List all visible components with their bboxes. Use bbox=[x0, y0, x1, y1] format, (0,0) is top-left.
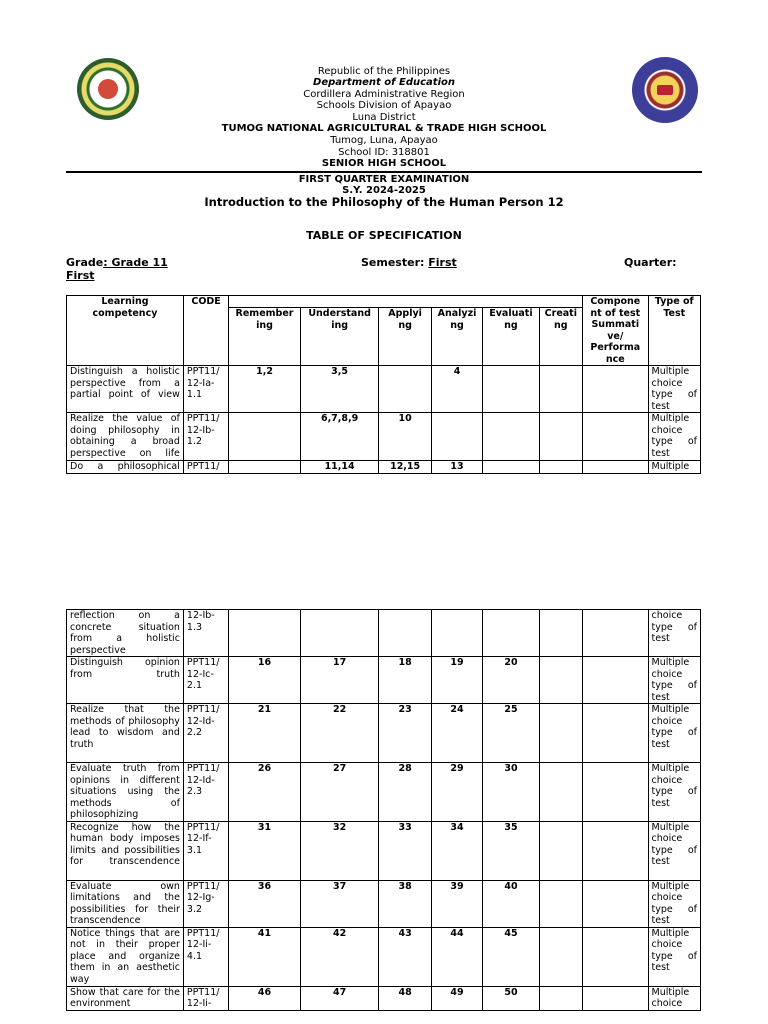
creating-cell bbox=[539, 927, 582, 986]
table-row bbox=[67, 763, 701, 822]
remembering-cell: 1,2 bbox=[229, 366, 301, 413]
understanding-cell: 17 bbox=[300, 657, 379, 704]
understanding-cell: 11,14 bbox=[300, 461, 379, 474]
applying-cell bbox=[379, 366, 431, 413]
remembering-cell: 26 bbox=[229, 763, 301, 822]
test-type-cell: Multiple choice type of test bbox=[648, 763, 700, 822]
table-row bbox=[67, 927, 701, 986]
table-row bbox=[67, 821, 701, 880]
semester-field bbox=[361, 256, 457, 269]
applying-cell: 43 bbox=[379, 927, 431, 986]
understanding-cell: 47 bbox=[300, 986, 379, 1010]
header-competency: Learning competency bbox=[67, 296, 184, 366]
table-row bbox=[67, 657, 701, 704]
test-type-cell: choice type of test bbox=[648, 610, 700, 657]
table-row bbox=[67, 413, 701, 461]
understanding-cell: 3,5 bbox=[300, 366, 379, 413]
header-republic: Republic of the Philippines bbox=[317, 66, 451, 77]
analyzing-cell bbox=[431, 413, 482, 461]
evaluating-cell: 50 bbox=[483, 986, 539, 1010]
evaluating-cell: 45 bbox=[483, 927, 539, 986]
evaluating-cell bbox=[483, 366, 539, 413]
remembering-cell bbox=[229, 413, 301, 461]
evaluating-cell bbox=[483, 461, 539, 474]
understanding-cell: 27 bbox=[300, 763, 379, 822]
code-cell: PPT11/ 12-Ii- bbox=[183, 986, 228, 1010]
analyzing-cell: 29 bbox=[431, 763, 482, 822]
code-cell: PPT11/ 12-Id- 2.3 bbox=[183, 763, 228, 822]
analyzing-cell: 19 bbox=[431, 657, 482, 704]
header-level: SENIOR HIGH SCHOOL bbox=[321, 158, 447, 169]
remembering-cell: 36 bbox=[229, 880, 301, 927]
semester-label: Semester: bbox=[361, 256, 429, 269]
test-type-cell: Multiple choice type of test bbox=[648, 927, 700, 986]
applying-cell: 33 bbox=[379, 821, 431, 880]
header-school-name: TUMOG NATIONAL AGRICULTURAL & TRADE HIGH SCHOOL bbox=[221, 123, 547, 134]
evaluating-cell: 40 bbox=[483, 880, 539, 927]
test-type-cell: Multiple choice bbox=[648, 986, 700, 1010]
grade-label: Grade bbox=[66, 256, 104, 269]
creating-cell bbox=[539, 366, 582, 413]
creating-cell bbox=[539, 986, 582, 1010]
evaluating-cell bbox=[483, 610, 539, 657]
header-department: Department of Education bbox=[313, 77, 455, 88]
table-row bbox=[67, 610, 701, 657]
applying-cell: 12,15 bbox=[379, 461, 431, 474]
code-cell: PPT11/ 12-Ib- 1.2 bbox=[183, 413, 228, 461]
table-row bbox=[67, 366, 701, 413]
creating-cell bbox=[539, 821, 582, 880]
code-cell: PPT11/ 12-Ig- 3.2 bbox=[183, 880, 228, 927]
analyzing-cell: 34 bbox=[431, 821, 482, 880]
header-divider bbox=[66, 171, 702, 173]
code-cell: PPT11/ bbox=[183, 461, 228, 474]
creating-cell bbox=[539, 880, 582, 927]
applying-cell: 23 bbox=[379, 704, 431, 763]
header-school-id: School ID: 318801 bbox=[338, 147, 430, 158]
header-type: Type of Test bbox=[648, 296, 700, 366]
table-row bbox=[67, 986, 701, 1010]
tos-table-page1 bbox=[66, 295, 701, 474]
competency-cell: Distinguish a holistic perspective from a partial point of view bbox=[67, 366, 184, 413]
understanding-cell: 42 bbox=[300, 927, 379, 986]
semester-value: First bbox=[428, 256, 457, 269]
test-type-cell: Multiple bbox=[648, 461, 700, 474]
creating-cell bbox=[539, 704, 582, 763]
header-blank bbox=[229, 296, 583, 308]
grade-field bbox=[66, 256, 168, 269]
understanding-cell bbox=[300, 610, 379, 657]
component-cell bbox=[583, 927, 649, 986]
understanding-cell: 22 bbox=[300, 704, 379, 763]
code-cell: PPT11/ 12-If- 3.1 bbox=[183, 821, 228, 880]
header-creating: Creati ng bbox=[539, 308, 582, 366]
remembering-cell: 31 bbox=[229, 821, 301, 880]
analyzing-cell: 44 bbox=[431, 927, 482, 986]
quarter-value: First bbox=[66, 269, 95, 282]
remembering-cell: 41 bbox=[229, 927, 301, 986]
applying-cell: 18 bbox=[379, 657, 431, 704]
header-code: CODE bbox=[183, 296, 228, 366]
applying-cell: 48 bbox=[379, 986, 431, 1010]
analyzing-cell: 4 bbox=[431, 366, 482, 413]
test-type-cell: Multiple choice type of test bbox=[648, 821, 700, 880]
evaluating-cell: 25 bbox=[483, 704, 539, 763]
understanding-cell: 37 bbox=[300, 880, 379, 927]
test-type-cell: Multiple choice type of test bbox=[648, 704, 700, 763]
analyzing-cell: 13 bbox=[431, 461, 482, 474]
analyzing-cell: 39 bbox=[431, 880, 482, 927]
code-cell: PPT11/ 12-Id- 2.2 bbox=[183, 704, 228, 763]
remembering-cell bbox=[229, 461, 301, 474]
creating-cell bbox=[539, 763, 582, 822]
school-year: S.Y. 2024-2025 bbox=[342, 185, 426, 196]
competency-cell: Notice things that are not in their proper place and organize them in an aesthetic way bbox=[67, 927, 184, 986]
code-cell: PPT11/ 12-Ii- 4.1 bbox=[183, 927, 228, 986]
test-type-cell: Multiple choice type of test bbox=[648, 657, 700, 704]
competency-cell: Evaluate truth from opinions in different situations using the methods of philosophizing bbox=[67, 763, 184, 822]
component-cell bbox=[583, 413, 649, 461]
header-division: Schools Division of Apayao bbox=[316, 100, 452, 111]
grade-value: : Grade 11 bbox=[103, 256, 168, 269]
table-row bbox=[67, 880, 701, 927]
code-cell: PPT11/ 12-Ia- 1.1 bbox=[183, 366, 228, 413]
evaluating-cell: 20 bbox=[483, 657, 539, 704]
component-cell bbox=[583, 657, 649, 704]
header-analyzing: Analyzi ng bbox=[431, 308, 482, 366]
creating-cell bbox=[539, 610, 582, 657]
header-understanding: Understand ing bbox=[300, 308, 379, 366]
test-type-cell: Multiple choice type of test bbox=[648, 413, 700, 461]
remembering-cell: 16 bbox=[229, 657, 301, 704]
evaluating-cell bbox=[483, 413, 539, 461]
component-cell bbox=[583, 610, 649, 657]
code-cell: 12-Ib- 1.3 bbox=[183, 610, 228, 657]
component-cell bbox=[583, 880, 649, 927]
understanding-cell: 32 bbox=[300, 821, 379, 880]
header-remembering: Remember ing bbox=[229, 308, 301, 366]
header-address: Tumog, Luna, Apayao bbox=[330, 135, 438, 146]
test-type-cell: Multiple choice type of test bbox=[648, 366, 700, 413]
evaluating-cell: 35 bbox=[483, 821, 539, 880]
competency-cell: Distinguish opinion from truth bbox=[67, 657, 184, 704]
creating-cell bbox=[539, 413, 582, 461]
remembering-cell: 46 bbox=[229, 986, 301, 1010]
evaluating-cell: 30 bbox=[483, 763, 539, 822]
creating-cell bbox=[539, 657, 582, 704]
tos-title: TABLE OF SPECIFICATION bbox=[306, 229, 462, 242]
analyzing-cell bbox=[431, 610, 482, 657]
creating-cell bbox=[539, 461, 582, 474]
test-type-cell: Multiple choice type of test bbox=[648, 880, 700, 927]
subject-title: Introduction to the Philosophy of the Human Person 12 bbox=[204, 195, 564, 209]
component-cell bbox=[583, 704, 649, 763]
remembering-cell: 21 bbox=[229, 704, 301, 763]
code-cell: PPT11/ 12-Ic- 2.1 bbox=[183, 657, 228, 704]
applying-cell: 38 bbox=[379, 880, 431, 927]
component-cell bbox=[583, 366, 649, 413]
table-row bbox=[67, 461, 701, 474]
header-district: Luna District bbox=[352, 112, 416, 123]
component-cell bbox=[583, 986, 649, 1010]
component-cell bbox=[583, 461, 649, 474]
understanding-cell: 6,7,8,9 bbox=[300, 413, 379, 461]
competency-cell: reflection on a concrete situation from a holistic perspective bbox=[67, 610, 184, 657]
header-applying: Applyi ng bbox=[379, 308, 431, 366]
quarter-label: Quarter: bbox=[624, 256, 677, 269]
competency-cell: Realize the value of doing philosophy in obtaining a broad perspective on life bbox=[67, 413, 184, 461]
remembering-cell bbox=[229, 610, 301, 657]
tos-table-page2 bbox=[66, 609, 701, 1011]
header-component: Compone nt of test Summati ve/ Performa nce bbox=[583, 296, 649, 366]
applying-cell bbox=[379, 610, 431, 657]
applying-cell: 28 bbox=[379, 763, 431, 822]
header-evaluating: Evaluati ng bbox=[483, 308, 539, 366]
header-region: Cordillera Administrative Region bbox=[303, 89, 465, 100]
analyzing-cell: 24 bbox=[431, 704, 482, 763]
competency-cell: Realize that the methods of philosophy lead to wisdom and truth bbox=[67, 704, 184, 763]
competency-cell: Show that care for the environment bbox=[67, 986, 184, 1010]
competency-cell: Do a philosophical bbox=[67, 461, 184, 474]
analyzing-cell: 49 bbox=[431, 986, 482, 1010]
component-cell bbox=[583, 763, 649, 822]
applying-cell: 10 bbox=[379, 413, 431, 461]
competency-cell: Evaluate own limitations and the possibilities for their transcendence bbox=[67, 880, 184, 927]
table-row bbox=[67, 704, 701, 763]
exam-title: FIRST QUARTER EXAMINATION bbox=[298, 174, 470, 185]
competency-cell: Recognize how the human body imposes limits and possibilities for transcendence bbox=[67, 821, 184, 880]
component-cell bbox=[583, 821, 649, 880]
